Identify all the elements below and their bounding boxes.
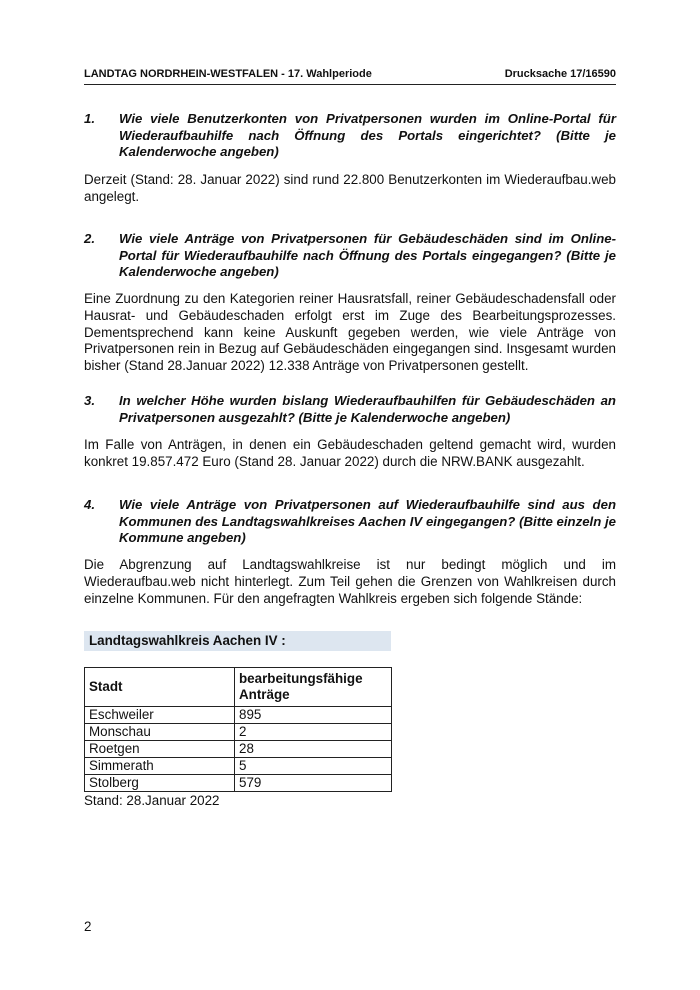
cell-stadt: Stolberg <box>85 775 235 792</box>
table-title: Landtagswahlkreis Aachen IV : <box>84 631 391 651</box>
answer-2: Eine Zuordnung zu den Kategorien reiner Hausratsfall, reiner Gebäudeschadensfall oder Hausrat- und Gebäudeschaden erfolgt erst im Zuge des Bearbeitungsprozesses. Dementsprechend kann keine Auskunft gegeben werden, wie viele Anträge von Privatpersonen rein in Bezug auf Gebäudeschäden eingegangen sind. Insgesamt wurden bisher (Stand 28.Januar 2022) 12.338 Anträge von Privatpersonen gestellt. <box>84 291 616 374</box>
table-stand-note: Stand: 28.Januar 2022 <box>84 793 220 808</box>
question-text: Wie viele Benutzerkonten von Privatpersonen wurden im Online-Portal für Wiederaufbauhilfe nach Öffnung des Portals eingerichtet? (Bitte je Kalenderwoche angeben) <box>119 111 616 159</box>
question-text: In welcher Höhe wurden bislang Wiederaufbauhilfen für Gebäudeschäden an Privatpersonen ausgezahlt? (Bitte je Kalenderwoche angeben) <box>119 393 616 425</box>
cell-stadt: Simmerath <box>85 758 235 775</box>
results-table <box>84 667 392 792</box>
question-number: 2. <box>84 231 95 246</box>
column-header-stadt: Stadt <box>85 668 235 707</box>
question-number: 3. <box>84 393 95 408</box>
header-left: LANDTAG NORDRHEIN-WESTFALEN - 17. Wahlperiode <box>84 68 372 80</box>
question-1 <box>84 111 616 161</box>
cell-antraege: 895 <box>235 707 392 724</box>
answer-4: Die Abgrenzung auf Landtagswahlkreise ist nur bedingt möglich und im Wiederaufbau.web nicht hinterlegt. Zum Teil gehen die Grenzen von Wahlkreisen durch einzelne Kommunen. Für den angefragten Wahlkreis ergeben sich folgende Stände: <box>84 557 616 606</box>
cell-stadt: Eschweiler <box>85 707 235 724</box>
answer-3: Im Falle von Anträgen, in denen ein Gebäudeschaden geltend gemacht wird, wurden konkret 19.857.472 Euro (Stand 28. Januar 2022) durch die NRW.BANK ausgezahlt. <box>84 437 616 469</box>
cell-antraege: 5 <box>235 758 392 775</box>
table-row <box>85 741 392 758</box>
question-2 <box>84 231 616 281</box>
question-4 <box>84 497 616 547</box>
table-row <box>85 758 392 775</box>
header-right: Drucksache 17/16590 <box>504 68 616 80</box>
cell-stadt: Roetgen <box>85 741 235 758</box>
cell-stadt: Monschau <box>85 724 235 741</box>
answer-1: Derzeit (Stand: 28. Januar 2022) sind rund 22.800 Benutzerkonten im Wiederaufbau.web angelegt. <box>84 172 616 204</box>
table-row <box>85 775 392 792</box>
question-text: Wie viele Anträge von Privatpersonen auf Wiederaufbauhilfe sind aus den Kommunen des Landtagswahlkreises Aachen IV eingegangen? (Bitte einzeln je Kommune angeben) <box>119 497 616 545</box>
question-3 <box>84 393 616 426</box>
cell-antraege: 2 <box>235 724 392 741</box>
question-number: 1. <box>84 111 95 126</box>
page-number: 2 <box>84 919 92 934</box>
table-row <box>85 724 392 741</box>
page-header <box>84 68 616 85</box>
table-row <box>85 707 392 724</box>
question-text: Wie viele Anträge von Privatpersonen für Gebäudeschäden sind im Online-Portal für Wiederaufbauhilfe nach Öffnung des Portals eingegangen? (Bitte je Kalenderwoche angeben) <box>119 231 616 279</box>
table-header-row <box>85 668 392 707</box>
cell-antraege: 28 <box>235 741 392 758</box>
cell-antraege: 579 <box>235 775 392 792</box>
question-number: 4. <box>84 497 95 512</box>
column-header-antraege: bearbeitungsfähige Anträge <box>235 668 392 707</box>
